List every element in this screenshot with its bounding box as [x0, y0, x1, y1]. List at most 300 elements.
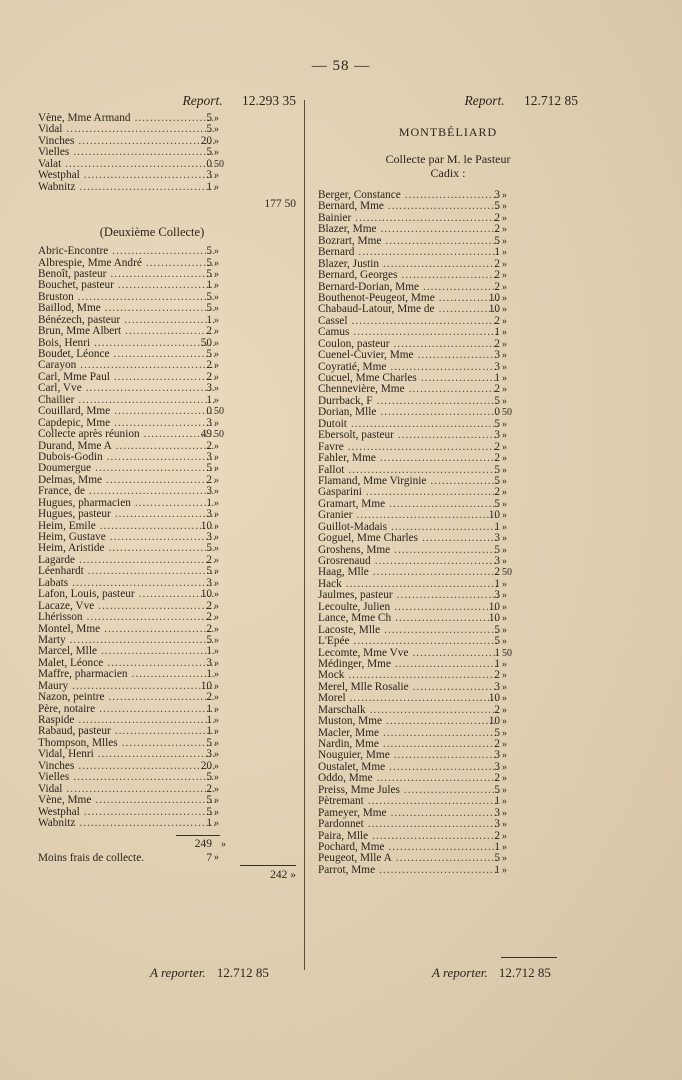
left-first-entry-name: Westphal	[38, 169, 80, 182]
left-second-entry-cents: »	[214, 634, 219, 646]
right-entry-cents: »	[502, 464, 507, 476]
left-second-entry-cents: »	[214, 486, 219, 498]
right-entry-amount: 2	[494, 269, 500, 282]
left-first-entry-amount: 5	[206, 112, 212, 124]
left-second-entry-row	[38, 612, 296, 623]
left-second-entry-name: Boudet, Léonce	[38, 348, 110, 360]
left-second-entry-amount: 5	[206, 256, 212, 269]
right-entry-amount: 10	[488, 715, 500, 728]
left-second-entry-row	[38, 749, 296, 760]
leader-dots	[373, 567, 498, 578]
left-second-entry-name: Brun, Mme Albert	[38, 325, 122, 338]
left-second-entry-cents: »	[214, 268, 219, 280]
left-first-entry-cents: »	[214, 147, 219, 159]
leader-dots	[118, 280, 216, 291]
left-second-entry-amount: 49	[200, 428, 212, 441]
left-second-entry-cents: »	[214, 749, 219, 761]
left-first-entry-name: Vidal	[38, 123, 63, 136]
leader-dots	[78, 761, 216, 772]
right-entry-cents: »	[502, 201, 507, 213]
left-first-entry-cents: 50	[214, 158, 224, 170]
leader-dots	[110, 532, 216, 543]
leader-dots	[109, 692, 217, 703]
right-entry-name: Camus	[318, 326, 350, 339]
left-first-entry-cents: »	[214, 181, 219, 193]
leader-dots	[106, 475, 216, 486]
left-second-entry-cents: »	[214, 692, 219, 704]
right-entry-amount: 5	[494, 394, 500, 407]
left-second-entry-cents: »	[214, 326, 219, 338]
leader-dots	[79, 182, 216, 193]
left-second-entry-cents: »	[214, 600, 219, 612]
left-second-entry-amount: 3	[206, 656, 212, 669]
leader-dots	[381, 224, 498, 235]
leader-dots	[357, 510, 499, 521]
leader-dots	[430, 476, 498, 487]
right-entry-amount: 2	[494, 738, 500, 750]
left-second-entry-amount: 10	[200, 519, 212, 532]
left-second-entry-amount: 5	[206, 805, 212, 818]
right-entry-name: Muston, Mme	[318, 715, 383, 728]
left-second-entry-amount: 5	[206, 302, 212, 315]
left-second-entry-name: Carl, Mme Paul	[38, 370, 110, 383]
right-entry-amount: 5	[494, 497, 500, 510]
leader-dots	[422, 533, 498, 544]
leader-dots	[79, 555, 216, 566]
right-a-reporter	[432, 965, 551, 981]
right-entry-cents: »	[502, 693, 507, 705]
left-second-entry-amount: 1	[206, 496, 212, 509]
left-second-entry-name: Bouchet, pasteur	[38, 279, 114, 292]
right-entry-name: Coulon, pasteur	[318, 337, 390, 350]
leader-dots	[124, 315, 216, 326]
right-entry-cents: »	[502, 601, 507, 613]
left-second-entry-row	[38, 566, 296, 577]
right-entry-cents: »	[502, 704, 507, 716]
left-first-entry-row	[38, 136, 296, 147]
right-entry-name: Lecomte, Mme Vve	[318, 646, 409, 659]
left-second-group	[38, 246, 296, 829]
left-first-entry-name: Vène, Mme Armand	[38, 112, 131, 124]
right-entry-name: Bernard, Mme	[318, 200, 384, 213]
fees-line	[38, 851, 296, 865]
right-report-line	[318, 93, 578, 109]
left-second-entry-name: Bruston	[38, 290, 74, 303]
leader-dots	[389, 842, 498, 853]
right-entry-cents: »	[502, 361, 507, 373]
collect-heading-line2: Cadix :	[430, 166, 466, 180]
right-entry-cents: »	[502, 292, 507, 304]
leader-dots	[394, 750, 498, 761]
left-second-entry-cents: »	[214, 440, 219, 452]
left-second-entry-cents: »	[214, 737, 219, 749]
right-entry-row	[318, 510, 578, 521]
left-second-entry-cents: »	[214, 589, 219, 601]
right-entry-name: Pardonnet	[318, 818, 364, 831]
leader-dots	[135, 498, 216, 509]
left-second-entry-amount: 2	[206, 782, 212, 795]
right-entry-row	[318, 613, 578, 624]
right-entry-name: Bouthenot-Peugeot, Mme	[318, 291, 435, 304]
leader-dots	[358, 247, 498, 258]
right-entry-name: Berger, Constance	[318, 189, 401, 201]
left-second-entry-name: Thompson, Mlles	[38, 736, 118, 749]
leader-dots	[379, 865, 498, 876]
right-entry-name: Pochard, Mme	[318, 840, 385, 853]
right-entry-name: Fallot	[318, 463, 345, 476]
right-entry-cents: »	[502, 327, 507, 339]
right-entry-row	[318, 316, 578, 327]
left-a-reporter-amount: 12.712 85	[216, 965, 269, 980]
left-second-entry-amount: 2	[206, 622, 212, 635]
left-second-entry-cents: »	[214, 566, 219, 578]
left-second-entry-name: Vielles	[38, 771, 70, 784]
right-entry-amount: 3	[494, 532, 500, 545]
left-second-entry-amount: 10	[200, 588, 212, 601]
right-entry-name: Nardin, Mme	[318, 738, 379, 750]
left-second-entry-amount: 5	[206, 736, 212, 749]
right-entry-row	[318, 567, 578, 578]
left-second-entry-name: Marcel, Mlle	[38, 645, 97, 658]
left-second-entry-row	[38, 624, 296, 635]
right-entry-cents: »	[502, 315, 507, 327]
right-entry-row	[318, 796, 578, 807]
leader-dots	[368, 796, 498, 807]
left-second-entry-amount: 1	[206, 313, 212, 326]
leader-dots	[122, 738, 216, 749]
left-a-reporter	[150, 965, 269, 981]
left-second-subtotal-line	[38, 865, 296, 887]
right-entry-cents: »	[502, 716, 507, 728]
left-second-entry-name: Delmas, Mme	[38, 473, 103, 486]
right-entry-amount: 1	[494, 646, 500, 659]
right-entry-amount: 5	[494, 783, 500, 796]
left-first-entry-amount: 3	[206, 169, 212, 182]
city-heading: MONTBÉLIARD	[398, 125, 498, 139]
right-entry-amount: 3	[494, 349, 500, 362]
left-second-entry-amount: 3	[206, 576, 212, 589]
leader-dots	[391, 808, 498, 819]
page-number: — 58 —	[311, 58, 371, 74]
left-second-entry-amount: 1	[206, 714, 212, 726]
right-entry-name: Preiss, Mme Jules	[318, 783, 400, 796]
right-entry-cents: »	[502, 636, 507, 648]
left-second-entry-cents: »	[214, 520, 219, 532]
right-entry-row	[318, 865, 578, 876]
right-entry-cents: »	[502, 761, 507, 773]
left-second-entry-amount: 50	[200, 336, 212, 349]
right-entry-cents: »	[502, 281, 507, 293]
right-entry-name: Groshens, Mme	[318, 543, 391, 556]
left-second-entry-cents: »	[214, 680, 219, 692]
right-entry-name: Favre	[318, 440, 344, 453]
right-entry-amount: 1	[494, 326, 500, 339]
left-second-entry-name: Lafon, Louis, pasteur	[38, 588, 135, 601]
left-second-entry-cents: »	[214, 280, 219, 292]
right-column	[318, 93, 578, 876]
right-entry-amount: 2	[494, 486, 500, 499]
right-entry-cents: »	[502, 258, 507, 270]
subtotal-rule	[240, 865, 296, 866]
leader-dots	[95, 463, 216, 474]
right-entry-name: Nouguier, Mme	[318, 749, 390, 762]
left-second-entry-row	[38, 383, 296, 394]
column-divider	[304, 100, 305, 970]
right-report-label: Report.	[464, 93, 505, 108]
leader-dots	[114, 349, 216, 360]
left-second-entry-cents: 50	[214, 406, 224, 418]
left-second-entry-amount: 3	[206, 508, 212, 521]
right-entry-name: Lance, Mme Ch	[318, 612, 392, 625]
right-entry-cents: »	[502, 544, 507, 556]
left-second-entry-name: Durand, Mme A	[38, 439, 112, 452]
leader-dots	[132, 669, 217, 680]
left-second-entry-name: Lagarde	[38, 553, 76, 566]
right-entry-name: Bozrart, Mme	[318, 234, 382, 247]
left-second-entry-cents: »	[214, 394, 219, 406]
right-entry-amount: 1	[494, 863, 500, 876]
right-entry-name: Macler, Mme	[318, 726, 380, 739]
left-second-entry-row	[38, 406, 296, 417]
right-entry-cents: »	[502, 190, 507, 201]
right-entry-amount: 5	[494, 234, 500, 247]
left-second-entry-cents: »	[214, 497, 219, 509]
right-entry-amount: 2	[494, 452, 500, 465]
left-second-entry-row	[38, 349, 296, 360]
left-second-entry-cents: »	[214, 554, 219, 566]
right-entry-amount: 3	[494, 806, 500, 819]
right-entry-row	[318, 304, 578, 315]
right-entry-amount: 1	[494, 657, 500, 670]
right-total-rule	[501, 957, 557, 958]
left-second-entry-name: Heim, Gustave	[38, 531, 106, 543]
left-second-entry-cents: »	[214, 669, 219, 681]
left-second-entry-cents: »	[214, 817, 219, 829]
left-second-entry-amount: 3	[206, 531, 212, 543]
left-second-entry-row	[38, 669, 296, 680]
left-second-entry-cents: »	[214, 772, 219, 784]
left-second-entry-row	[38, 280, 296, 291]
right-entry-amount: 5	[494, 635, 500, 648]
right-a-reporter-amount: 12.712 85	[498, 965, 551, 980]
right-entry-amount: 2	[494, 829, 500, 842]
left-second-entry-amount: 2	[206, 611, 212, 624]
left-second-entry-name: Benoît, pasteur	[38, 267, 107, 280]
right-entry-amount: 10	[488, 612, 500, 625]
right-entry-name: Bernard	[318, 246, 355, 259]
leader-dots	[366, 487, 498, 498]
leader-dots	[418, 350, 498, 361]
right-entry-amount: 1	[494, 840, 500, 853]
leader-dots	[394, 602, 498, 613]
left-first-subtotal: 177 50	[264, 198, 296, 211]
leader-dots	[385, 236, 498, 247]
right-entry-amount: 1	[494, 520, 500, 533]
leader-dots	[95, 795, 216, 806]
right-entry-cents: »	[502, 841, 507, 853]
left-second-entry-amount: 5	[206, 245, 212, 258]
leader-dots	[405, 190, 498, 201]
left-first-entry-amount: 5	[206, 123, 212, 136]
right-entry-name: Jaulmes, pasteur	[318, 589, 393, 602]
right-entry-name: Cucuel, Mme Charles	[318, 372, 417, 384]
leader-dots	[98, 601, 216, 612]
left-second-entry-row	[38, 807, 296, 818]
right-entry-amount: 3	[494, 749, 500, 762]
right-entry-cents: »	[502, 556, 507, 567]
right-entry-row	[318, 636, 578, 647]
left-second-entry-amount: 3	[206, 748, 212, 761]
leader-dots	[110, 269, 216, 280]
left-second-entry-amount: 20	[200, 759, 212, 772]
right-entry-cents: »	[502, 739, 507, 750]
left-second-entry-row	[38, 486, 296, 497]
left-second-entry-name: Vidal	[38, 782, 63, 795]
left-second-entry-amount: 1	[206, 702, 212, 715]
sum-rule	[176, 835, 220, 836]
left-second-entry-amount: 1	[206, 645, 212, 658]
leader-dots	[115, 726, 216, 737]
left-second-entry-amount: 5	[206, 542, 212, 555]
left-second-entry-amount: 2	[206, 691, 212, 704]
left-second-entry-amount: 1	[206, 816, 212, 829]
right-entry-amount: 5	[494, 726, 500, 739]
leader-dots	[412, 648, 498, 659]
right-entry-amount: 2	[494, 669, 500, 682]
right-entry-amount: 1	[494, 246, 500, 259]
left-second-entry-name: Collecte après réunion	[38, 428, 140, 441]
left-sum-u: »	[221, 839, 226, 851]
left-second-entry-amount: 3	[206, 416, 212, 429]
right-entry-name: Flamand, Mme Virginie	[318, 474, 427, 487]
left-second-entry-name: Père, notaire	[38, 702, 96, 715]
right-entry-amount: 5	[494, 417, 500, 430]
right-entry-amount: 10	[488, 303, 500, 316]
right-entry-amount: 10	[488, 600, 500, 613]
right-entry-row	[318, 201, 578, 212]
left-second-entry-amount: 2	[206, 473, 212, 486]
leader-dots	[409, 384, 498, 395]
left-second-entry-name: Marty	[38, 633, 66, 646]
leader-dots	[78, 136, 216, 147]
left-second-entry-row	[38, 692, 296, 703]
right-entry-amount: 2	[494, 383, 500, 396]
right-entry-row	[318, 236, 578, 247]
left-second-entry-name: Albrespie, Mme André	[38, 256, 142, 269]
left-second-entry-name: Doumergue	[38, 462, 92, 475]
left-second-entry-cents: »	[214, 760, 219, 772]
leader-dots	[404, 785, 498, 796]
left-second-entry-amount: 5	[206, 348, 212, 360]
right-entry-amount: 5	[494, 463, 500, 476]
right-entry-amount: 0	[494, 406, 500, 419]
leader-dots	[84, 170, 216, 181]
right-entry-name: Granier	[318, 509, 353, 522]
leader-dots	[383, 739, 498, 750]
right-entry-amount: 5	[494, 474, 500, 487]
left-second-entry-name: Carayon	[38, 359, 77, 372]
fees-n: 7	[206, 852, 212, 865]
left-second-entry-name: Maury	[38, 679, 69, 692]
left-second-entry-amount: 3	[206, 382, 212, 395]
left-second-entry-amount: 3	[206, 450, 212, 463]
left-second-entry-name: Couillard, Mme	[38, 405, 111, 418]
right-entry-row	[318, 693, 578, 704]
right-entries	[318, 190, 578, 876]
leader-dots	[372, 831, 498, 842]
right-entry-name: Hack	[318, 577, 342, 590]
right-entry-name: Durrback, F	[318, 394, 373, 407]
left-second-entry-name: Chailier	[38, 393, 75, 406]
right-entry-cents: »	[502, 784, 507, 796]
right-entry-cents: »	[502, 498, 507, 510]
left-second-entry-cents: »	[214, 646, 219, 658]
right-entry-cents: »	[502, 395, 507, 407]
left-second-entry-row	[38, 795, 296, 806]
left-second-entry-name: Bénézech, pasteur	[38, 313, 121, 326]
left-second-entry-name: Rabaud, pasteur	[38, 725, 111, 738]
right-entry-amount: 2	[494, 223, 500, 236]
leader-dots	[395, 659, 498, 670]
left-second-entry-amount: 5	[206, 267, 212, 280]
right-entry-cents: »	[502, 830, 507, 842]
left-second-entry-row	[38, 589, 296, 600]
left-first-entry-cents: »	[214, 170, 219, 182]
right-entry-name: Oustalet, Mme	[318, 760, 386, 773]
leader-dots	[114, 372, 216, 383]
left-second-entry-cents: »	[214, 383, 219, 395]
leader-dots	[380, 453, 498, 464]
left-second-entry-amount: 5	[206, 565, 212, 578]
left-second-entry-cents: »	[214, 451, 219, 463]
fees-label: Moins frais de collecte.	[38, 852, 145, 865]
leader-dots	[99, 704, 216, 715]
left-second-entry-name: Capdepic, Mme	[38, 416, 111, 429]
right-entry-amount: 2	[494, 772, 500, 785]
left-second-entry-cents: »	[214, 806, 219, 818]
left-first-entry-row	[38, 113, 296, 124]
left-second-entry-name: Westphal	[38, 805, 80, 818]
right-entry-name: Blazer, Justin	[318, 257, 380, 270]
leader-dots	[354, 636, 498, 647]
left-second-entry-cents: »	[214, 532, 219, 543]
right-entry-amount: 10	[488, 692, 500, 705]
right-entry-name: Fahler, Mme	[318, 452, 376, 465]
right-entry-amount: 2	[494, 703, 500, 716]
right-entry-row	[318, 659, 578, 670]
right-entry-cents: »	[502, 441, 507, 453]
left-second-entry-cents: »	[214, 726, 219, 738]
left-second-entry-name: Dubois-Godin	[38, 450, 103, 463]
left-second-entry-row	[38, 246, 296, 257]
left-second-entry-row	[38, 303, 296, 314]
right-entry-row	[318, 327, 578, 338]
left-second-entry-name: Vidal, Henri	[38, 748, 94, 761]
right-entry-row	[318, 430, 578, 441]
left-second-entry-amount: 2	[206, 370, 212, 383]
leader-dots	[107, 452, 216, 463]
left-second-entry-amount: 2	[206, 553, 212, 566]
left-second-entry-cents: »	[214, 291, 219, 303]
left-second-entry-amount: 5	[206, 633, 212, 646]
leader-dots	[377, 396, 498, 407]
left-column	[38, 93, 296, 887]
left-second-entry-name: Léenhardt	[38, 565, 84, 578]
left-second-entry-name: Montel, Mme	[38, 622, 101, 635]
left-second-entry-cents: »	[214, 783, 219, 795]
left-second-entry-cents: »	[214, 337, 219, 349]
right-entry-row	[318, 270, 578, 281]
